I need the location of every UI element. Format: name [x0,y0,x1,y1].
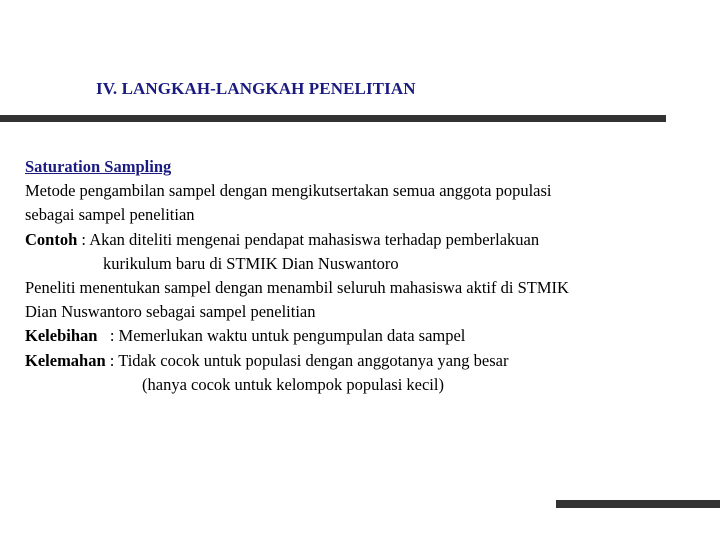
researcher-line-2: Dian Nuswantoro sebagai sampel penelitian [25,302,316,322]
disadvantage-line-2: (hanya cocok untuk kelompok populasi kecil) [142,374,444,394]
example-text: : Akan diteliti mengenai pendapat mahasiswa terhadap pemberlakuan [77,229,540,249]
researcher-line-1: Peneliti menentukan sampel dengan menambil seluruh mahasiswa aktif di STMIK [25,278,569,298]
top-divider-bar [0,115,666,122]
example-label: Contoh [25,229,78,249]
advantage-label: Kelebihan [25,326,98,346]
section-heading: Saturation Sampling [25,157,172,176]
slide-title: IV. LANGKAH-LANGKAH PENELITIAN [96,79,416,98]
bottom-divider-bar [556,500,720,508]
advantage-line [25,324,705,348]
disadvantage-label: Kelemahan [25,350,106,370]
example-line-1 [25,228,705,252]
disadvantage-line-1 [25,349,705,373]
advantage-text: : Memerlukan waktu untuk pengumpulan data sampel [97,326,466,346]
example-line-2: kurikulum baru di STMIK Dian Nuswantoro [103,253,399,273]
slide-content [25,155,705,397]
definition-line-1: Metode pengambilan sampel dengan mengikutsertakan semua anggota populasi [25,181,552,201]
section-heading-line [25,155,705,179]
disadvantage-text: : Tidak cocok untuk populasi dengan anggotanya yang besar [105,350,509,370]
definition-line-2: sebagai sampel penelitian [25,205,195,225]
